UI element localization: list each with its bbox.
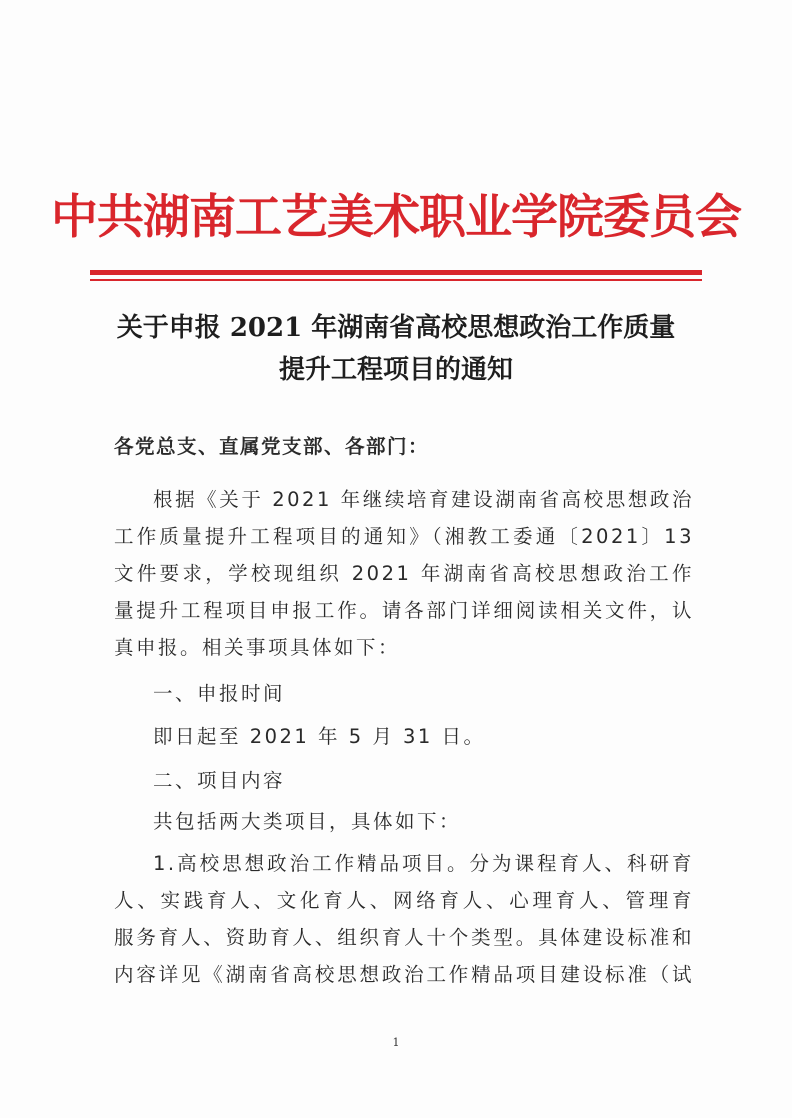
- page-number: 1: [392, 1036, 400, 1049]
- intro-paragraph-line: 量提升工程项目申报工作。请各部门详细阅读相关文件，认: [114, 599, 694, 622]
- header-rule-thin: [90, 279, 702, 281]
- item1-paragraph-line: 内容详见《湖南省高校思想政治工作精品项目建设标准（试: [114, 963, 694, 986]
- header-rule-thick: [90, 270, 702, 275]
- intro-paragraph-line: 工作质量提升工程项目的通知》（湘教工委通〔2021〕13: [114, 525, 694, 548]
- section-heading-application-time: 一、申报时间: [153, 682, 286, 705]
- intro-paragraph-line: 文件要求，学校现组织 2021 年湖南省高校思想政治工作: [114, 562, 694, 585]
- application-deadline-text: 即日起至 2021 年 5 月 31 日。: [153, 725, 486, 748]
- issuing-organization-header: 中共湖南工艺美术职业学院委员会: [51, 190, 741, 245]
- item1-paragraph-line: 1.高校思想政治工作精品项目。分为课程育人、科研育: [153, 852, 694, 875]
- intro-paragraph-line: 根据《关于 2021 年继续培育建设湖南省高校思想政治: [153, 488, 694, 511]
- project-content-intro: 共包括两大类项目，具体如下：: [153, 810, 462, 833]
- item1-paragraph-line: 服务育人、资助育人、组织育人十个类型。具体建设标准和: [114, 926, 694, 949]
- item1-paragraph-line: 人、实践育人、文化育人、网络育人、心理育人、管理育: [114, 889, 694, 912]
- document-title-line-2: 提升工程项目的通知: [278, 355, 513, 385]
- salutation: 各党总支、直属党支部、各部门：: [114, 435, 430, 458]
- document-title-line-1: 关于申报 2021 年湖南省高校思想政治工作质量: [116, 313, 676, 343]
- section-heading-project-content: 二、项目内容: [153, 769, 286, 792]
- intro-paragraph-line: 真申报。相关事项具体如下：: [114, 636, 401, 659]
